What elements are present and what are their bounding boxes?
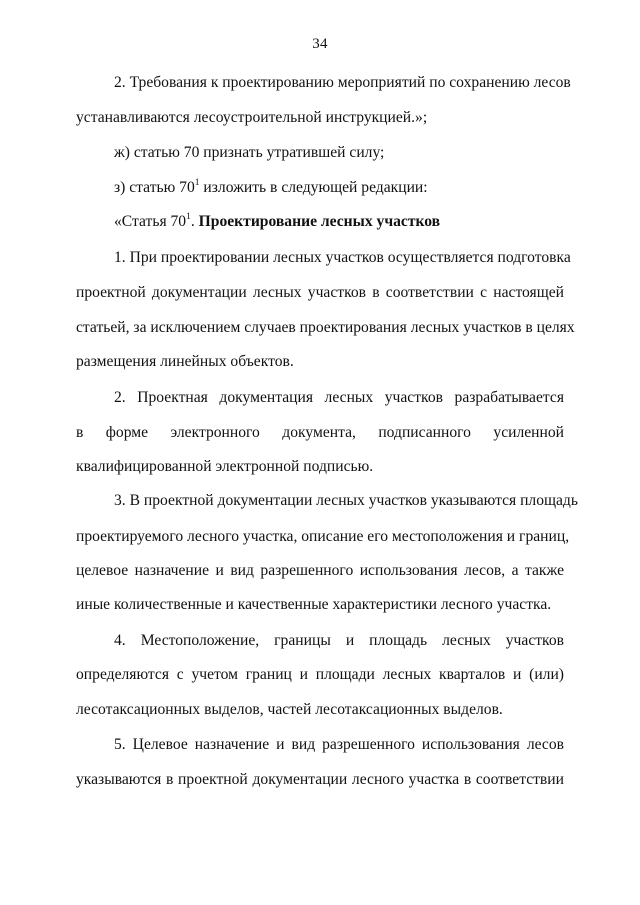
text-line: указываются в проектной документации лесного участка в соответствии [76,771,564,788]
superscript: 1 [194,177,200,188]
text-line: 2. Требования к проектированию мероприятий по сохранению лесов [114,74,571,91]
text-line: 3. В проектной документации лесных участков указываются площадь [114,492,578,509]
text-line: размещения линейных объектов. [76,353,294,370]
page-number: 34 [312,36,328,52]
text-span: . [190,213,199,230]
text-line: статьей, за исключением случаев проектирования лесных участков в целях [76,319,575,336]
text-line: ж) статью 70 признать утратившей силу; [114,144,385,161]
text-line: квалифицированной электронной подписью. [76,458,374,475]
article-heading [114,212,564,232]
text-line: лесотаксационных выделов, частей лесотаксационных выделов. [76,701,503,718]
text-line: 1. При проектировании лесных участков осуществляется подготовка [114,249,571,266]
text-span: з) статью 70 [114,179,195,196]
article-label: «Статья 70 [114,213,187,230]
text-line: устанавливаются лесоустроительной инструкцией.»; [76,109,428,126]
text-line: иные количественные и качественные характеристики лесного участка. [76,596,552,613]
text-line: 4. Местоположение, границы и площадь лесных участков [114,632,564,649]
text-line: проектируемого лесного участка, описание его местоположения и границ, [76,528,570,545]
text-line: определяются с учетом границ и площади лесных кварталов и (или) [76,666,564,683]
text-line: целевое назначение и вид разрешенного использования лесов, а также [76,562,564,579]
article-title: Проектирование лесных участков [198,213,441,230]
text-line: 5. Целевое назначение и вид разрешенного использования лесов [114,736,564,753]
text-line: 2. Проектная документация лесных участков разрабатывается [114,389,564,406]
text-line: в форме электронного документа, подписанного усиленной [76,424,564,441]
text-span: изложить в следующей редакции: [199,179,428,196]
superscript: 1 [186,211,191,222]
text-line [114,178,564,198]
text-line: проектной документации лесных участков в соответствии с настоящей [76,284,564,301]
